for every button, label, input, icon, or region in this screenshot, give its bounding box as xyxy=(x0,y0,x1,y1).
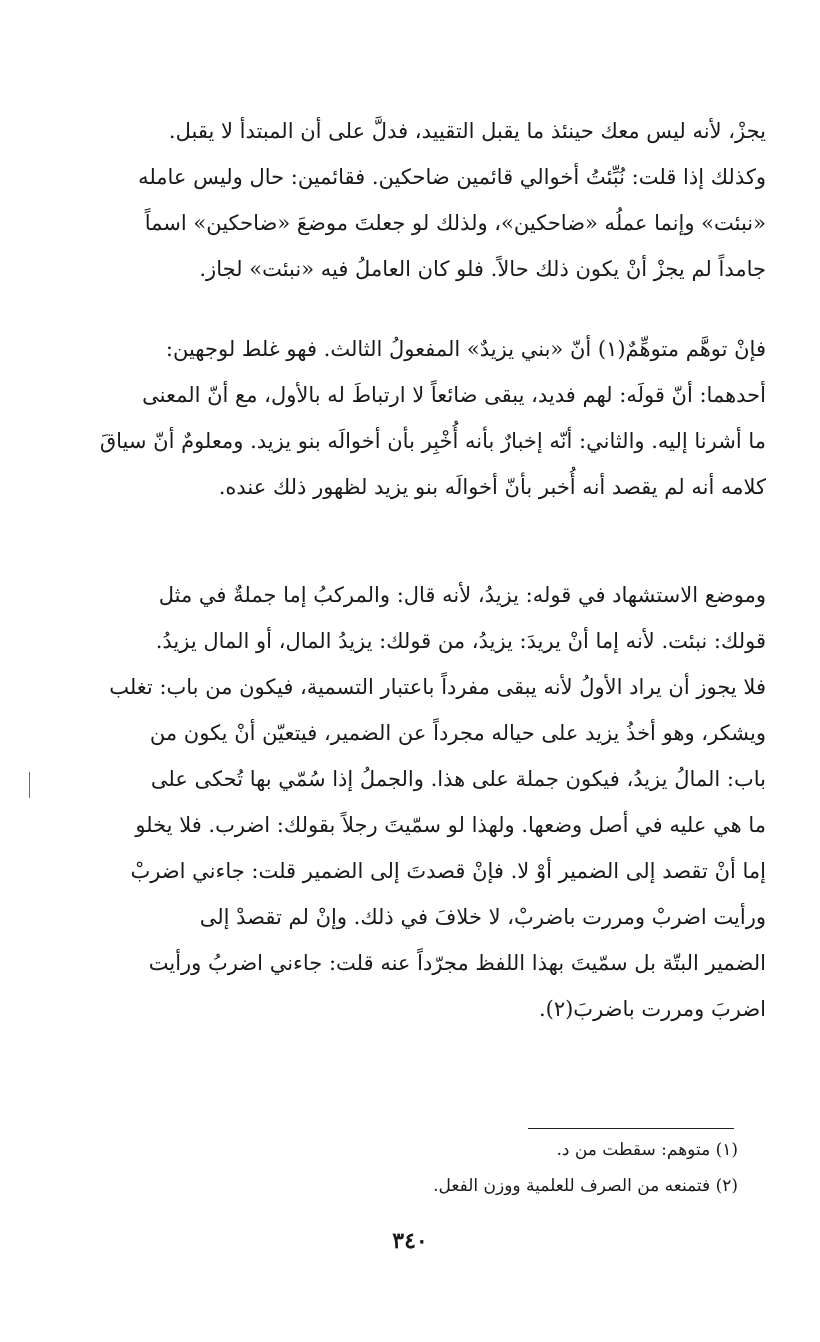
text-line: قولك: نبئت. لأنه إما أنْ يريدَ: يزيدُ، من قولك: يزيدُ المال، أو المال يزيدُ. xyxy=(155,629,766,653)
footnote-divider xyxy=(528,1128,734,1129)
footnote-1: (١) متوهم: سقطت من د. xyxy=(556,1140,738,1160)
text-line: فإنْ توهَّم متوهِّمٌ(١) أنّ «بني يزيدٌ» المفعولُ الثالث. فهو غلط لوجهين: xyxy=(165,337,766,361)
text-line: ما أشرنا إليه. والثاني: أنّه إخبارٌ بأنه أُخْبِر بأن أخوالَه بنو يزيد. ومعلومٌ أنّ سياقَ xyxy=(99,429,766,453)
footnote-2: (٢) فتمنعه من الصرف للعلمية ووزن الفعل. xyxy=(433,1176,738,1196)
text-line: اضربَ ومررت باضربَ(٢). xyxy=(538,997,766,1021)
text-line: إما أنْ تقصد إلى الضمير أوْ لا. فإنْ قصدتَ إلى الضمير قلت: جاءني اضربْ xyxy=(130,859,766,883)
text-line: أحدهما: أنّ قولَه: لهم فديد، يبقى ضائعاً لا ارتباطَ له بالأول، مع أنّ المعنى xyxy=(142,383,766,407)
text-line: ويشكر، وهو أخذُ يزيد على حياله مجرداً عن الضمير، فيتعيّن أنْ يكون من xyxy=(149,721,766,745)
text-line: يجزْ، لأنه ليس معك حينئذ ما يقبل التقييد، فدلَّ على أن المبتدأ لا يقبل. xyxy=(168,119,766,143)
text-line: وموضع الاستشهاد في قوله: يزيدُ، لأنه قال: والمركبُ إما جملةٌ في مثل xyxy=(158,583,766,607)
text-line: وكذلك إذا قلت: نُبِّئتُ أخوالي قائمين ضاحكين. فقائمين: حال وليس عامله xyxy=(138,165,766,189)
text-line: جامداً لم يجزْ أنْ يكون ذلك حالاً. فلو كان العاملُ فيه «نبئت» لجاز. xyxy=(199,257,766,281)
text-line: فلا يجوز أن يراد الأولُ لأنه يبقى مفرداً باعتبار التسمية، فيكون من باب: تغلب xyxy=(109,675,766,699)
text-line: باب: المالُ يزيدُ، فيكون جملة على هذا. والجملُ إذا سُمّي بها تُحكى على xyxy=(150,767,766,791)
text-line: ورأيت اضربْ ومررت باضربْ، لا خلافَ في ذلك. وإنْ لم تقصدْ إلى xyxy=(199,905,766,929)
margin-mark xyxy=(29,772,30,798)
footnotes xyxy=(300,1132,738,1204)
text-line: ما هي عليه في أصل وضعها. ولهذا لو سمّيتَ رجلاً بقولك: اضرب. فلا يخلو xyxy=(135,813,766,837)
text-line: «نبئت» وإنما عملُه «ضاحكين»، ولذلك لو جعلتَ موضعَ «ضاحكين» اسماً xyxy=(144,211,766,235)
paragraph-1 xyxy=(48,108,766,292)
paragraph-3 xyxy=(48,572,766,1032)
paragraph-2 xyxy=(48,326,766,510)
page-number: ٣٤٠ xyxy=(392,1228,428,1254)
text-line: كلامه أنه لم يقصد أنه أُخبر بأنّ أخوالَه بنو يزيد لظهور ذلك عنده. xyxy=(218,475,766,499)
text-line: الضمير البتّة بل سمّيتَ بهذا اللفظ مجرّداً عنه قلت: جاءني اضربُ ورأيت xyxy=(148,951,766,975)
